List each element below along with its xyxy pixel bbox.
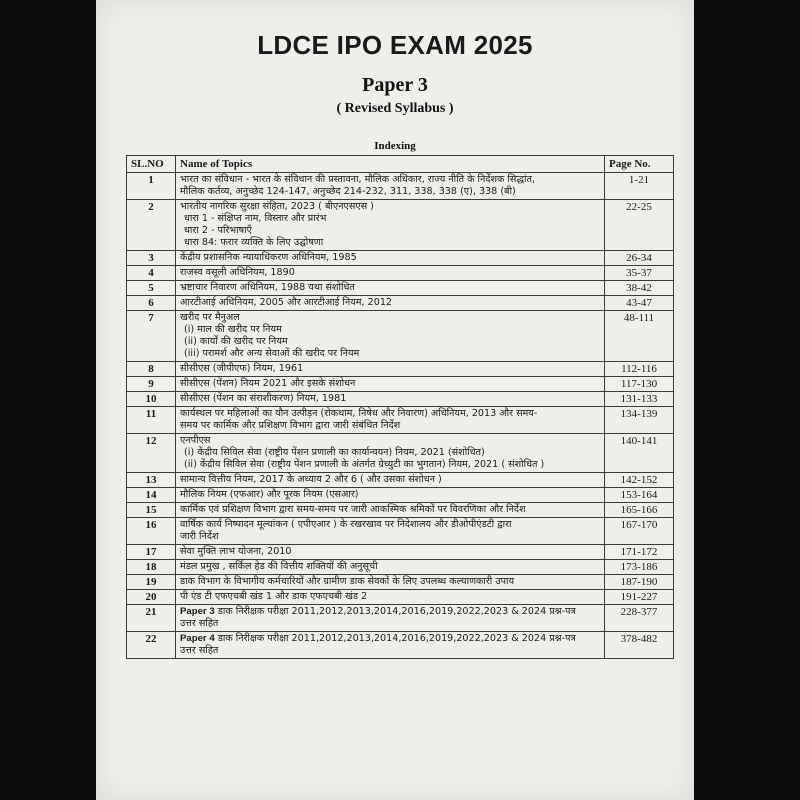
- table-row: [127, 473, 674, 488]
- row-serial-number: 1: [127, 173, 176, 200]
- row-topic: [176, 488, 605, 503]
- topic-line: (ii) केंद्रीय सिविल सेवा (राष्ट्रीय पेंशन प्रणाली के अंतर्गत ग्रेच्युटी का भुगतान) नियम, 2021 ( संशोधित ): [184, 459, 545, 470]
- row-topic: [176, 575, 605, 590]
- table-row: [127, 362, 674, 377]
- row-serial-number: 16: [127, 518, 176, 545]
- row-serial-number: 17: [127, 545, 176, 560]
- row-page-range: 38-42: [605, 281, 674, 296]
- topic-line: मंडल प्रमुख , सर्किल हेड की वित्तीय शक्तियों की अनुसूची: [180, 561, 378, 572]
- row-page-range: 167-170: [605, 518, 674, 545]
- table-row: [127, 173, 674, 200]
- row-page-range: 117-130: [605, 377, 674, 392]
- topic-line: भारत का संविधान - भारत के संविधान की प्रस्तावना, मौलिक अधिकार, राज्य नीति के निर्देशक सिद्धांत,: [180, 174, 536, 185]
- row-serial-number: 21: [127, 605, 176, 632]
- row-page-range: 22-25: [605, 200, 674, 251]
- row-page-range: 48-111: [605, 311, 674, 362]
- page-title: LDCE IPO EXAM 2025: [257, 30, 533, 60]
- row-topic: [176, 518, 605, 545]
- topic-line: (iii) परामर्श और अन्य सेवाओं की खरीद पर नियम: [184, 348, 360, 359]
- row-topic: [176, 545, 605, 560]
- topic-lead: Paper 4: [180, 633, 215, 644]
- topic-line: [180, 606, 600, 618]
- row-topic: [176, 377, 605, 392]
- row-topic: [176, 281, 605, 296]
- section-heading: Indexing: [374, 140, 416, 152]
- row-topic: [176, 173, 605, 200]
- topic-line: कार्यस्थल पर महिलाओं का यौन उत्पीड़न (रोकथाम, निषेध और निवारण) अधिनियम, 2013 और समय-: [180, 408, 538, 419]
- topic-line: खरीद पर मैनुअल: [180, 312, 240, 323]
- row-page-range: 112-116: [605, 362, 674, 377]
- row-page-range: 1-21: [605, 173, 674, 200]
- row-serial-number: 13: [127, 473, 176, 488]
- topic-line: भारतीय नागरिक सुरक्षा संहिता, 2023 ( बीएनएसएस ): [180, 201, 374, 212]
- topic-line: समय पर कार्मिक और प्रशिक्षण विभाग द्वारा जारी संबंधित निर्देश: [180, 420, 401, 431]
- row-serial-number: 10: [127, 392, 176, 407]
- topic-line: (i) केंद्रीय सिविल सेवा (राष्ट्रीय पेंशन प्रणाली का कार्यान्वयन) नियम, 2021 (संशोधित): [184, 447, 485, 458]
- topic-line: मौलिक नियम (एफआर) और पूरक नियम (एसआर): [180, 489, 359, 500]
- row-topic: [176, 590, 605, 605]
- row-page-range: 191-227: [605, 590, 674, 605]
- topic-line: एनपीएस: [180, 435, 211, 446]
- row-serial-number: 12: [127, 434, 176, 473]
- row-topic: [176, 251, 605, 266]
- table-row: [127, 251, 674, 266]
- row-topic: [176, 605, 605, 632]
- row-serial-number: 2: [127, 200, 176, 251]
- row-serial-number: 3: [127, 251, 176, 266]
- row-page-range: 35-37: [605, 266, 674, 281]
- table-row: [127, 560, 674, 575]
- topic-text: डाक निरीक्षक परीक्षा 2011,2012,2013,2014,2016,2019,2022,2023 & 2024 प्रश्न-पत्र: [214, 633, 576, 644]
- table-row: [127, 488, 674, 503]
- row-serial-number: 6: [127, 296, 176, 311]
- table-row: [127, 518, 674, 545]
- table-row: [127, 407, 674, 434]
- row-page-range: 165-166: [605, 503, 674, 518]
- topic-line: धारा 2 - परिभाषाएँ: [184, 225, 252, 236]
- table-row: [127, 590, 674, 605]
- topic-line: उत्तर सहित: [180, 645, 219, 656]
- topic-line: वार्षिक कार्य निष्पादन मूल्यांकन ( एपीएआर ) के रखरखाव पर निदेशालय और डीओपीएंडटी द्वारा: [180, 519, 512, 530]
- topic-line: (i) माल की खरीद पर नियम: [184, 324, 282, 335]
- topic-line: सीसीएस (पेंशन) नियम 2021 और इसके संशोधन: [180, 378, 356, 389]
- row-page-range: 140-141: [605, 434, 674, 473]
- topic-line: सेवा मुक्ति लाभ योजना, 2010: [180, 546, 292, 557]
- topic-line: राजस्व वसूली अधिनियम, 1890: [180, 267, 295, 278]
- topic-line: भ्रष्टाचार निवारण अधिनियम, 1988 यथा संशोधित: [180, 282, 355, 293]
- row-page-range: 171-172: [605, 545, 674, 560]
- row-page-range: 131-133: [605, 392, 674, 407]
- row-topic: [176, 296, 605, 311]
- table-header-row: [127, 156, 674, 173]
- row-page-range: 228-377: [605, 605, 674, 632]
- topic-line: आरटीआई अधिनियम, 2005 और आरटीआई नियम, 2012: [180, 297, 393, 308]
- row-page-range: 26-34: [605, 251, 674, 266]
- table-body: [127, 173, 674, 659]
- topic-line: उत्तर सहित: [180, 618, 219, 629]
- row-page-range: 134-139: [605, 407, 674, 434]
- row-topic: [176, 362, 605, 377]
- row-topic: [176, 434, 605, 473]
- column-header-page: Page No.: [605, 156, 674, 173]
- syllabus-note: ( Revised Syllabus ): [336, 101, 454, 116]
- row-page-range: 173-186: [605, 560, 674, 575]
- topic-lead: Paper 3: [180, 606, 215, 617]
- topic-line: (ii) कार्यों की खरीद पर नियम: [184, 336, 288, 347]
- topic-line: केंद्रीय प्रशासनिक न्यायाधिकरण अधिनियम, 1985: [180, 252, 357, 263]
- table-row: [127, 392, 674, 407]
- row-page-range: 378-482: [605, 632, 674, 659]
- row-topic: [176, 266, 605, 281]
- row-page-range: 43-47: [605, 296, 674, 311]
- row-serial-number: 8: [127, 362, 176, 377]
- row-page-range: 187-190: [605, 575, 674, 590]
- topic-line: सामान्य वित्तीय नियम, 2017 के अध्याय 2 और 6 ( और उसका संशोधन ): [180, 474, 442, 485]
- row-serial-number: 11: [127, 407, 176, 434]
- row-serial-number: 4: [127, 266, 176, 281]
- row-serial-number: 9: [127, 377, 176, 392]
- table-row: [127, 632, 674, 659]
- topic-line: सीसीएस (जीपीएफ) नियम, 1961: [180, 363, 304, 374]
- row-page-range: 142-152: [605, 473, 674, 488]
- table-row: [127, 311, 674, 362]
- row-serial-number: 19: [127, 575, 176, 590]
- table-row: [127, 503, 674, 518]
- row-serial-number: 18: [127, 560, 176, 575]
- topic-line: धारा 1 - संक्षिप्त नाम, विस्तार और प्रारंभ: [184, 213, 327, 224]
- paper-heading: Paper 3: [362, 74, 428, 96]
- column-header-slno: SL.NO: [127, 156, 176, 173]
- row-topic: [176, 560, 605, 575]
- table-row: [127, 266, 674, 281]
- index-table: [126, 155, 674, 659]
- topic-line: मौलिक कर्तव्य, अनुच्छेद 124-147, अनुच्छेद 214-232, 311, 338, 338 (ए), 338 (बी): [180, 186, 516, 197]
- row-topic: [176, 200, 605, 251]
- table-row: [127, 296, 674, 311]
- row-serial-number: 15: [127, 503, 176, 518]
- row-topic: [176, 503, 605, 518]
- topic-line: [180, 633, 600, 645]
- table-row: [127, 434, 674, 473]
- table-row: [127, 281, 674, 296]
- table-row: [127, 545, 674, 560]
- topic-line: धारा 84: फरार व्यक्ति के लिए उद्घोषणा: [184, 237, 324, 248]
- topic-line: सीसीएस (पेंशन का संराशीकरण) नियम, 1981: [180, 393, 347, 404]
- table-row: [127, 605, 674, 632]
- topic-line: कार्मिक एवं प्रशिक्षण विभाग द्वारा समय-समय पर जारी आकस्मिक श्रमिकों पर विवरणिका और निर्देश: [180, 504, 526, 515]
- row-serial-number: 22: [127, 632, 176, 659]
- table-row: [127, 377, 674, 392]
- row-topic: [176, 473, 605, 488]
- table-row: [127, 200, 674, 251]
- topic-line: जारी निर्देश: [180, 531, 219, 542]
- row-topic: [176, 632, 605, 659]
- document-page: [96, 0, 694, 800]
- row-serial-number: 14: [127, 488, 176, 503]
- table-row: [127, 575, 674, 590]
- row-topic: [176, 311, 605, 362]
- topic-line: डाक विभाग के विभागीय कर्मचारियों और ग्रामीण डाक सेवकों के लिए उपलब्ध कल्याणकारी उपाय: [180, 576, 515, 587]
- row-serial-number: 5: [127, 281, 176, 296]
- row-topic: [176, 392, 605, 407]
- topic-text: डाक निरीक्षक परीक्षा 2011,2012,2013,2014,2016,2019,2022,2023 & 2024 प्रश्न-पत्र: [214, 606, 576, 617]
- topic-line: पी एंड टी एफएचबी खंड 1 और डाक एफएचबी खंड 2: [180, 591, 368, 602]
- row-topic: [176, 407, 605, 434]
- row-serial-number: 20: [127, 590, 176, 605]
- column-header-topics: Name of Topics: [176, 156, 605, 173]
- row-page-range: 153-164: [605, 488, 674, 503]
- row-serial-number: 7: [127, 311, 176, 362]
